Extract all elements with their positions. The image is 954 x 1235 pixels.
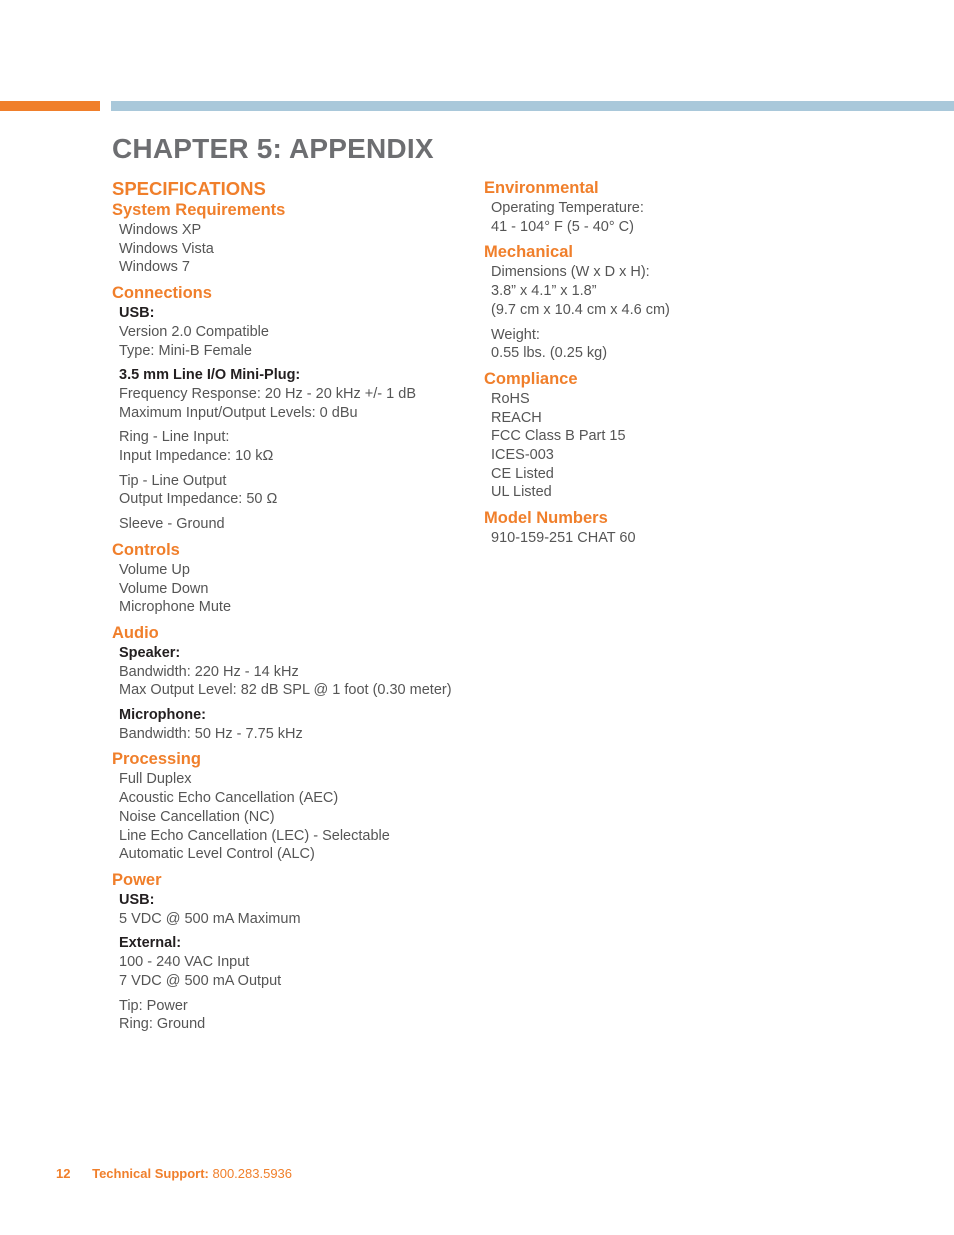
spec-line: REACH — [491, 409, 542, 426]
spec-group — [119, 934, 484, 990]
spec-section-connections — [112, 283, 484, 534]
spec-line: 100 - 240 VAC Input — [119, 954, 250, 971]
spec-line: Sleeve - Ground — [119, 516, 225, 533]
section-heading: Controls — [112, 540, 180, 559]
spec-line: 41 - 104° F (5 - 40° C) — [491, 218, 634, 235]
spec-group — [119, 997, 484, 1034]
spec-group — [119, 706, 484, 743]
spec-group — [491, 326, 924, 363]
spec-line: RoHS — [491, 390, 530, 407]
chapter-title: CHAPTER 5: APPENDIX — [112, 133, 434, 164]
page-number: 12 — [56, 1166, 71, 1181]
spec-line: Bandwidth: 50 Hz - 7.75 kHz — [119, 725, 303, 742]
spec-section-system-requirements — [112, 200, 484, 277]
header-rule-orange — [0, 101, 100, 111]
spec-line: Max Output Level: 82 dB SPL @ 1 foot (0.30 meter) — [119, 682, 452, 699]
spec-group — [491, 529, 924, 548]
spec-group — [491, 199, 924, 236]
spec-line: 7 VDC @ 500 mA Output — [119, 972, 282, 989]
section-heading: Processing — [112, 750, 201, 769]
spec-line: 5 VDC @ 500 mA Maximum — [119, 910, 301, 927]
spec-group — [491, 390, 924, 502]
header-rule-blue — [111, 101, 954, 111]
spec-line: Dimensions (W x D x H): — [491, 264, 650, 281]
spec-line: Ring - Line Input: — [119, 429, 230, 446]
spec-line: Tip - Line Output — [119, 472, 227, 489]
spec-line: Version 2.0 Compatible — [119, 323, 269, 340]
spec-line: Ring: Ground — [119, 1016, 206, 1033]
section-heading: Model Numbers — [484, 509, 608, 528]
spec-group — [491, 263, 924, 319]
spec-line: Acoustic Echo Cancellation (AEC) — [119, 790, 339, 807]
spec-line: Microphone Mute — [119, 599, 232, 616]
spec-label: Speaker: — [119, 644, 181, 661]
spec-line: Tip: Power — [119, 997, 188, 1014]
spec-line: Frequency Response: 20 Hz - 20 kHz +/- 1 dB — [119, 385, 416, 402]
spec-section-environmental — [484, 178, 924, 236]
spec-line: Volume Up — [119, 561, 190, 578]
spec-line: Maximum Input/Output Levels: 0 dBu — [119, 404, 358, 421]
spec-section-mechanical — [484, 242, 924, 363]
left-column — [112, 178, 484, 1040]
spec-group — [119, 304, 484, 360]
section-heading: Mechanical — [484, 243, 573, 262]
section-heading: Connections — [112, 284, 212, 303]
section-heading: Compliance — [484, 369, 578, 388]
spec-line: Volume Down — [119, 580, 209, 597]
spec-line: Input Impedance: 10 kΩ — [119, 448, 274, 465]
spec-group — [119, 770, 484, 864]
spec-label: Microphone: — [119, 707, 206, 724]
spec-line: Windows Vista — [119, 240, 214, 257]
spec-group — [119, 221, 484, 277]
spec-line: Weight: — [491, 326, 540, 343]
spec-group — [119, 891, 484, 928]
spec-label: USB: — [119, 891, 155, 908]
support-label: Technical Support: — [92, 1166, 209, 1181]
section-heading: Power — [112, 870, 162, 889]
spec-label: 3.5 mm Line I/O Mini-Plug: — [119, 367, 301, 384]
spec-line: ICES-003 — [491, 447, 554, 464]
spec-group — [119, 366, 484, 422]
spec-section-processing — [112, 749, 484, 864]
spec-line: Line Echo Cancellation (LEC) - Selectable — [119, 827, 390, 844]
spec-section-power — [112, 870, 484, 1034]
spec-line: Type: Mini-B Female — [119, 342, 252, 359]
section-heading: Environmental — [484, 179, 599, 197]
spec-label: External: — [119, 935, 182, 952]
spec-line: Full Duplex — [119, 771, 192, 788]
support-phone: 800.283.5936 — [212, 1166, 293, 1181]
spec-line: (9.7 cm x 10.4 cm x 4.6 cm) — [491, 301, 670, 318]
page-footer — [56, 1166, 292, 1181]
spec-label: USB: — [119, 305, 155, 322]
specifications-heading: SPECIFICATIONS — [112, 178, 266, 199]
spec-line: UL Listed — [491, 484, 552, 501]
spec-line: CE Listed — [491, 465, 554, 482]
spec-group — [119, 472, 484, 509]
spec-line: Windows 7 — [119, 259, 190, 276]
right-column — [484, 178, 924, 554]
spec-line: 3.8” x 4.1” x 1.8” — [491, 283, 597, 300]
spec-group — [119, 428, 484, 465]
section-heading: Audio — [112, 623, 159, 642]
spec-line: 0.55 lbs. (0.25 kg) — [491, 345, 608, 362]
spec-group — [119, 561, 484, 617]
spec-line: Windows XP — [119, 222, 202, 238]
spec-section-model-numbers — [484, 508, 924, 548]
spec-line: 910-159-251 CHAT 60 — [491, 530, 636, 547]
section-heading: System Requirements — [112, 201, 286, 219]
spec-section-controls — [112, 540, 484, 617]
spec-group — [119, 644, 484, 700]
spec-line: Output Impedance: 50 Ω — [119, 491, 278, 508]
spec-line: Operating Temperature: — [491, 200, 644, 216]
spec-group — [119, 515, 484, 534]
spec-line: FCC Class B Part 15 — [491, 428, 626, 445]
spec-section-audio — [112, 623, 484, 744]
spec-line: Automatic Level Control (ALC) — [119, 846, 315, 863]
spec-line: Noise Cancellation (NC) — [119, 808, 275, 825]
spec-line: Bandwidth: 220 Hz - 14 kHz — [119, 663, 299, 680]
spec-section-compliance — [484, 369, 924, 502]
